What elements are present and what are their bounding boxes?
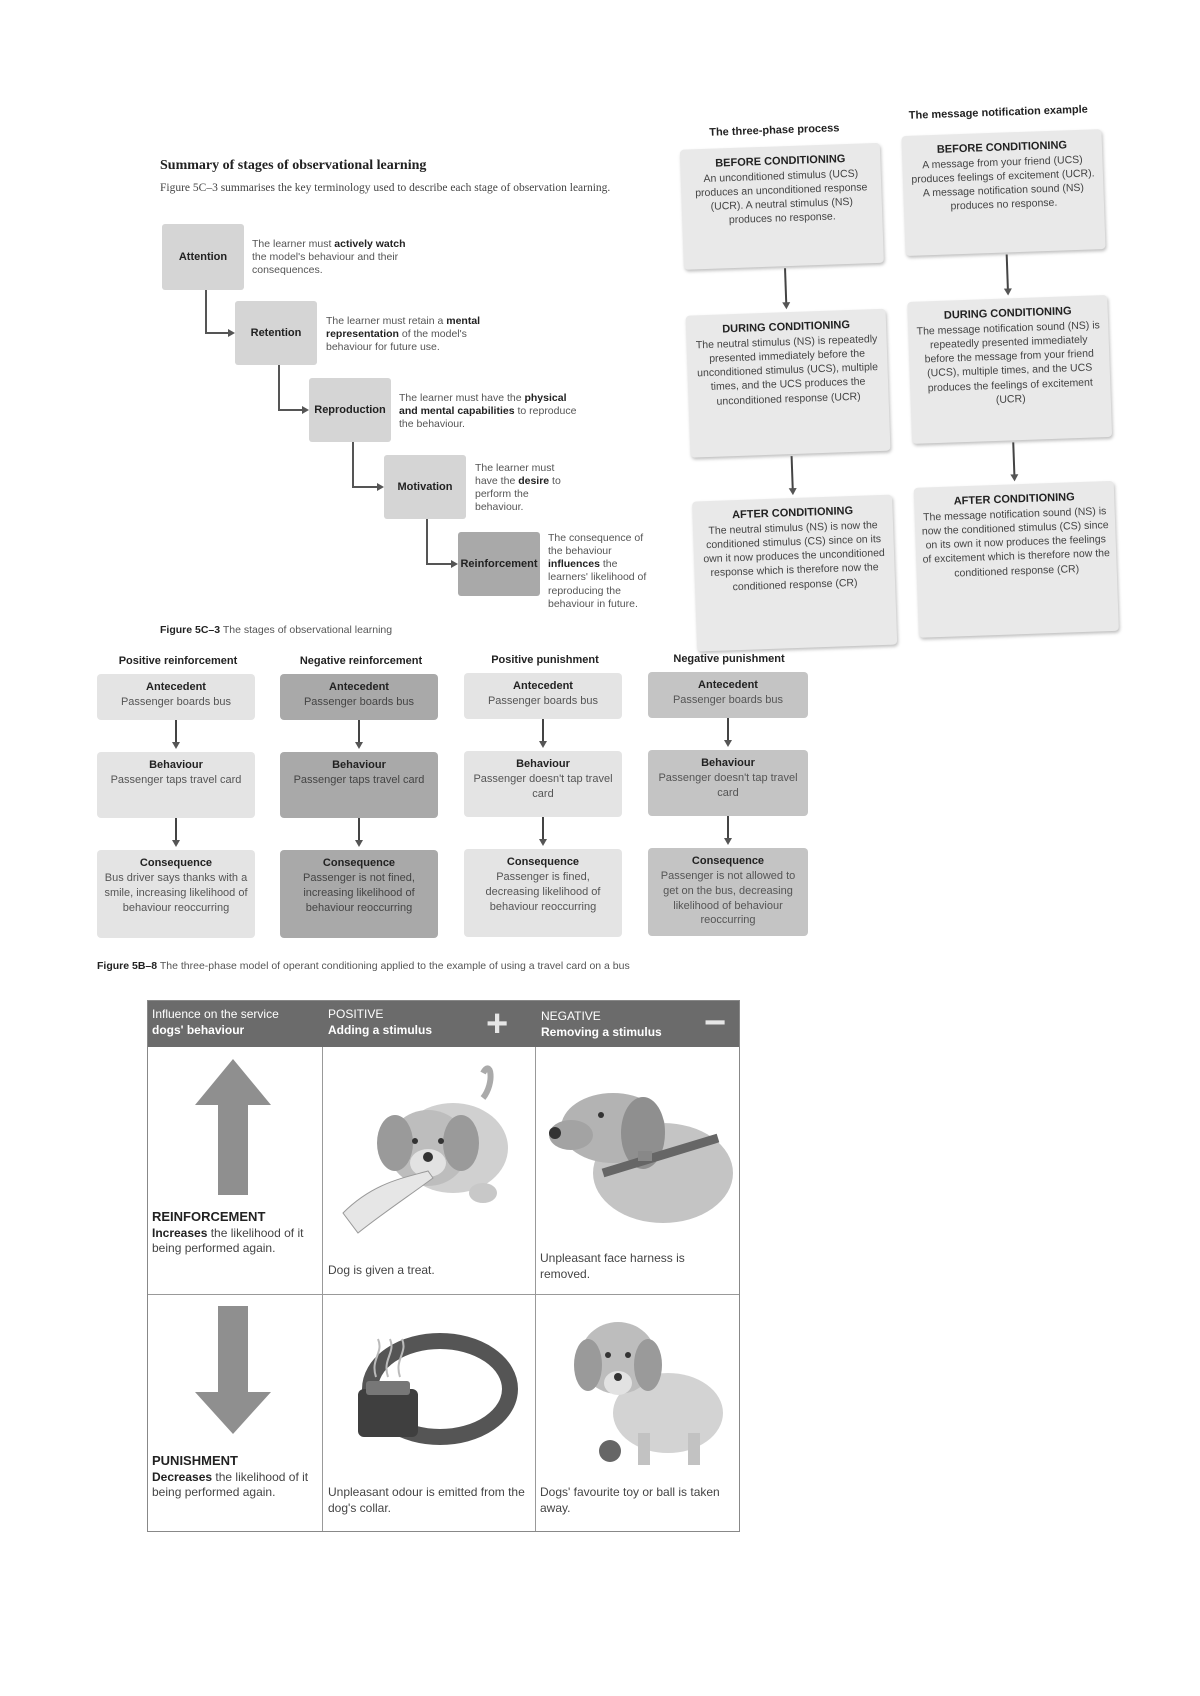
connector-2-v <box>278 365 280 410</box>
op-col3-antecedent: Antecedent Passenger boards bus <box>464 673 622 719</box>
op-col3-consequence: Consequence Passenger is fined, decreasing likelihood of behaviour reoccurring <box>464 849 622 937</box>
c2-arrow-1 <box>1006 254 1009 290</box>
observational-intro: Figure 5C–3 summarises the key terminology used to describe each stage of observation learning. <box>160 182 611 194</box>
connector-1-v <box>205 290 207 333</box>
op-col2-behaviour: Behaviour Passenger taps travel card <box>280 752 438 818</box>
grid-vline-2 <box>535 1047 536 1531</box>
op-col4-antecedent: Antecedent Passenger boards bus <box>648 672 808 718</box>
connector-2-arrow <box>302 406 309 414</box>
punishment-label: PUNISHMENT Decreases the likelihood of it being performed again. <box>152 1453 309 1500</box>
op-col2-arrow1-head <box>355 742 363 749</box>
connector-1-arrow <box>228 329 235 337</box>
op-col3-title: Positive punishment <box>491 654 599 666</box>
connector-4-h <box>426 563 452 565</box>
op-col1-behaviour: Behaviour Passenger taps travel card <box>97 752 255 818</box>
op-col3-behaviour: Behaviour Passenger doesn't tap travel card <box>464 751 622 817</box>
minus-icon: − <box>704 1002 727 1044</box>
stage-motivation: Motivation <box>384 455 466 519</box>
op-col1-arrow1-head <box>172 742 180 749</box>
c2-arrow-2 <box>1012 442 1015 476</box>
header-positive: POSITIVE Adding a stimulus <box>328 1007 433 1037</box>
plus-icon: + <box>486 1003 509 1045</box>
op-col1-antecedent: Antecedent Passenger boards bus <box>97 674 255 720</box>
c1-during-box: DURING CONDITIONING The neutral stimulus (NS) is repeatedly presented immediately before the unconditioned stimulus (UCS), multiple times, and the UCS produces the unconditioned response (UCR) <box>686 309 891 458</box>
grid-hline <box>148 1294 739 1295</box>
op-col1-consequence: Consequence Bus driver says thanks with a smile, increasing likelihood of behaviour reoccurring <box>97 850 255 938</box>
op-col4-behaviour: Behaviour Passenger doesn't tap travel card <box>648 750 808 816</box>
neg-pun-caption: Dogs' favourite toy or ball is taken away. <box>540 1485 720 1515</box>
c2-during-box: DURING CONDITIONING The message notification sound (NS) is repeatedly presented immediately before the message from your friend (UCS), multiple times, and the UCS produces the feelings of excitement (UCR) <box>907 295 1112 444</box>
op-col4-consequence: Consequence Passenger is not allowed to get on the bus, decreasing likelihood of behaviour reoccurring <box>648 848 808 936</box>
op-col1-arrow2-head <box>172 840 180 847</box>
arrow-up-icon <box>193 1059 273 1197</box>
c1-arrow-1 <box>784 268 787 304</box>
op-col4-arrow2 <box>727 816 729 840</box>
op-col2-title: Negative reinforcement <box>299 655 423 667</box>
header-negative: NEGATIVE Removing a stimulus <box>541 1009 662 1039</box>
conditioning-col1-title: The three-phase process <box>709 122 840 139</box>
connector-4-v <box>426 519 428 564</box>
c2-arrow-2-head <box>1010 474 1018 481</box>
conditioning-col2-title: The message notification example <box>908 103 1089 122</box>
observational-title: Summary of stages of observational learning <box>160 158 427 173</box>
stage-attention-desc: The learner must actively watch the model's behaviour and their consequences. <box>252 238 406 277</box>
operant-caption: Figure 5B–8 The three-phase model of operant conditioning applied to the example of using a travel card on a bus <box>97 960 630 972</box>
connector-1-h <box>205 332 229 334</box>
op-col2-antecedent: Antecedent Passenger boards bus <box>280 674 438 720</box>
op-col3-arrow1 <box>542 719 544 743</box>
stage-retention: Retention <box>235 301 317 365</box>
connector-3-arrow <box>377 483 384 491</box>
pos-pun-caption: Unpleasant odour is emitted from the dog's collar. <box>328 1485 525 1515</box>
op-col2-consequence: Consequence Passenger is not fined, increasing likelihood of behaviour reoccurring <box>280 850 438 938</box>
c1-arrow-1-head <box>782 302 790 309</box>
stage-reinforcement-desc: The consequence of the behaviour influences the learners' likelihood of reproducing the behaviour in future. <box>548 532 647 610</box>
stage-motivation-desc: The learner must have the desire to perform the behaviour. <box>475 462 561 514</box>
grid-vline-1 <box>322 1047 323 1531</box>
stage-reinforcement: Reinforcement <box>458 532 540 596</box>
observational-caption: Figure 5C–3 The stages of observational learning <box>160 624 393 636</box>
c2-after-box: AFTER CONDITIONING The message notification sound (NS) is now the conditioned stimulus (CS) since on its own it now produces the feelings of excitement which is therefore now the conditioned response (CR) <box>914 481 1119 638</box>
op-col2-arrow2-head <box>355 840 363 847</box>
stage-retention-desc: The learner must retain a mental representation of the model's behaviour for future use. <box>326 315 481 354</box>
service-dog-table <box>147 1000 740 1532</box>
dog-ball-illustration <box>548 1303 733 1473</box>
header-influence: Influence on the service dogs' behaviour <box>152 1007 279 1037</box>
conditioning-figure <box>678 92 1137 667</box>
c1-before-box: BEFORE CONDITIONING An unconditioned stimulus (UCS) produces an unconditioned response (UCR). A neutral stimulus (NS) produces no response. <box>680 143 884 270</box>
op-col4-arrow1-head <box>724 740 732 747</box>
arrow-down-icon <box>193 1306 273 1436</box>
connector-3-v <box>352 442 354 487</box>
op-col4-arrow2-head <box>724 838 732 845</box>
c1-arrow-2-head <box>789 488 797 495</box>
op-col1-arrow1 <box>175 720 177 744</box>
collar-illustration <box>340 1319 520 1469</box>
dog-treat-illustration <box>333 1053 528 1243</box>
op-col2-arrow1 <box>358 720 360 744</box>
connector-4-arrow <box>451 560 458 568</box>
neg-reinf-caption: Unpleasant face harness is removed. <box>540 1251 685 1281</box>
connector-2-h <box>278 409 303 411</box>
op-col3-arrow2 <box>542 817 544 841</box>
c2-arrow-1-head <box>1004 288 1012 295</box>
c2-before-box: BEFORE CONDITIONING A message from your friend (UCS) produces feelings of excitement (UCR). A message notification sound (NS) produces no response. <box>901 129 1105 256</box>
c1-after-box: AFTER CONDITIONING The neutral stimulus (NS) is now the conditioned stimulus (CS) since on its own it now produces the unconditioned response which is therefore now the conditioned response (CR) <box>692 495 897 652</box>
c1-arrow-2 <box>791 456 794 490</box>
stage-attention: Attention <box>162 224 244 290</box>
op-col1-title: Positive reinforcement <box>118 655 238 667</box>
op-col1-arrow2 <box>175 818 177 842</box>
stage-reproduction: Reproduction <box>309 378 391 442</box>
op-col3-arrow2-head <box>539 839 547 846</box>
op-col3-arrow1-head <box>539 741 547 748</box>
reinforcement-label: REINFORCEMENT Increases the likelihood of it being performed again. <box>152 1209 304 1256</box>
op-col4-title: Negative punishment <box>673 653 785 665</box>
op-col2-arrow2 <box>358 818 360 842</box>
connector-3-h <box>352 486 378 488</box>
pos-reinf-caption: Dog is given a treat. <box>328 1263 435 1277</box>
op-col4-arrow1 <box>727 718 729 742</box>
dog-harness-illustration <box>543 1053 738 1228</box>
stage-reproduction-desc: The learner must have the physical and mental capabilities to reproduce the behaviour. <box>399 392 577 431</box>
